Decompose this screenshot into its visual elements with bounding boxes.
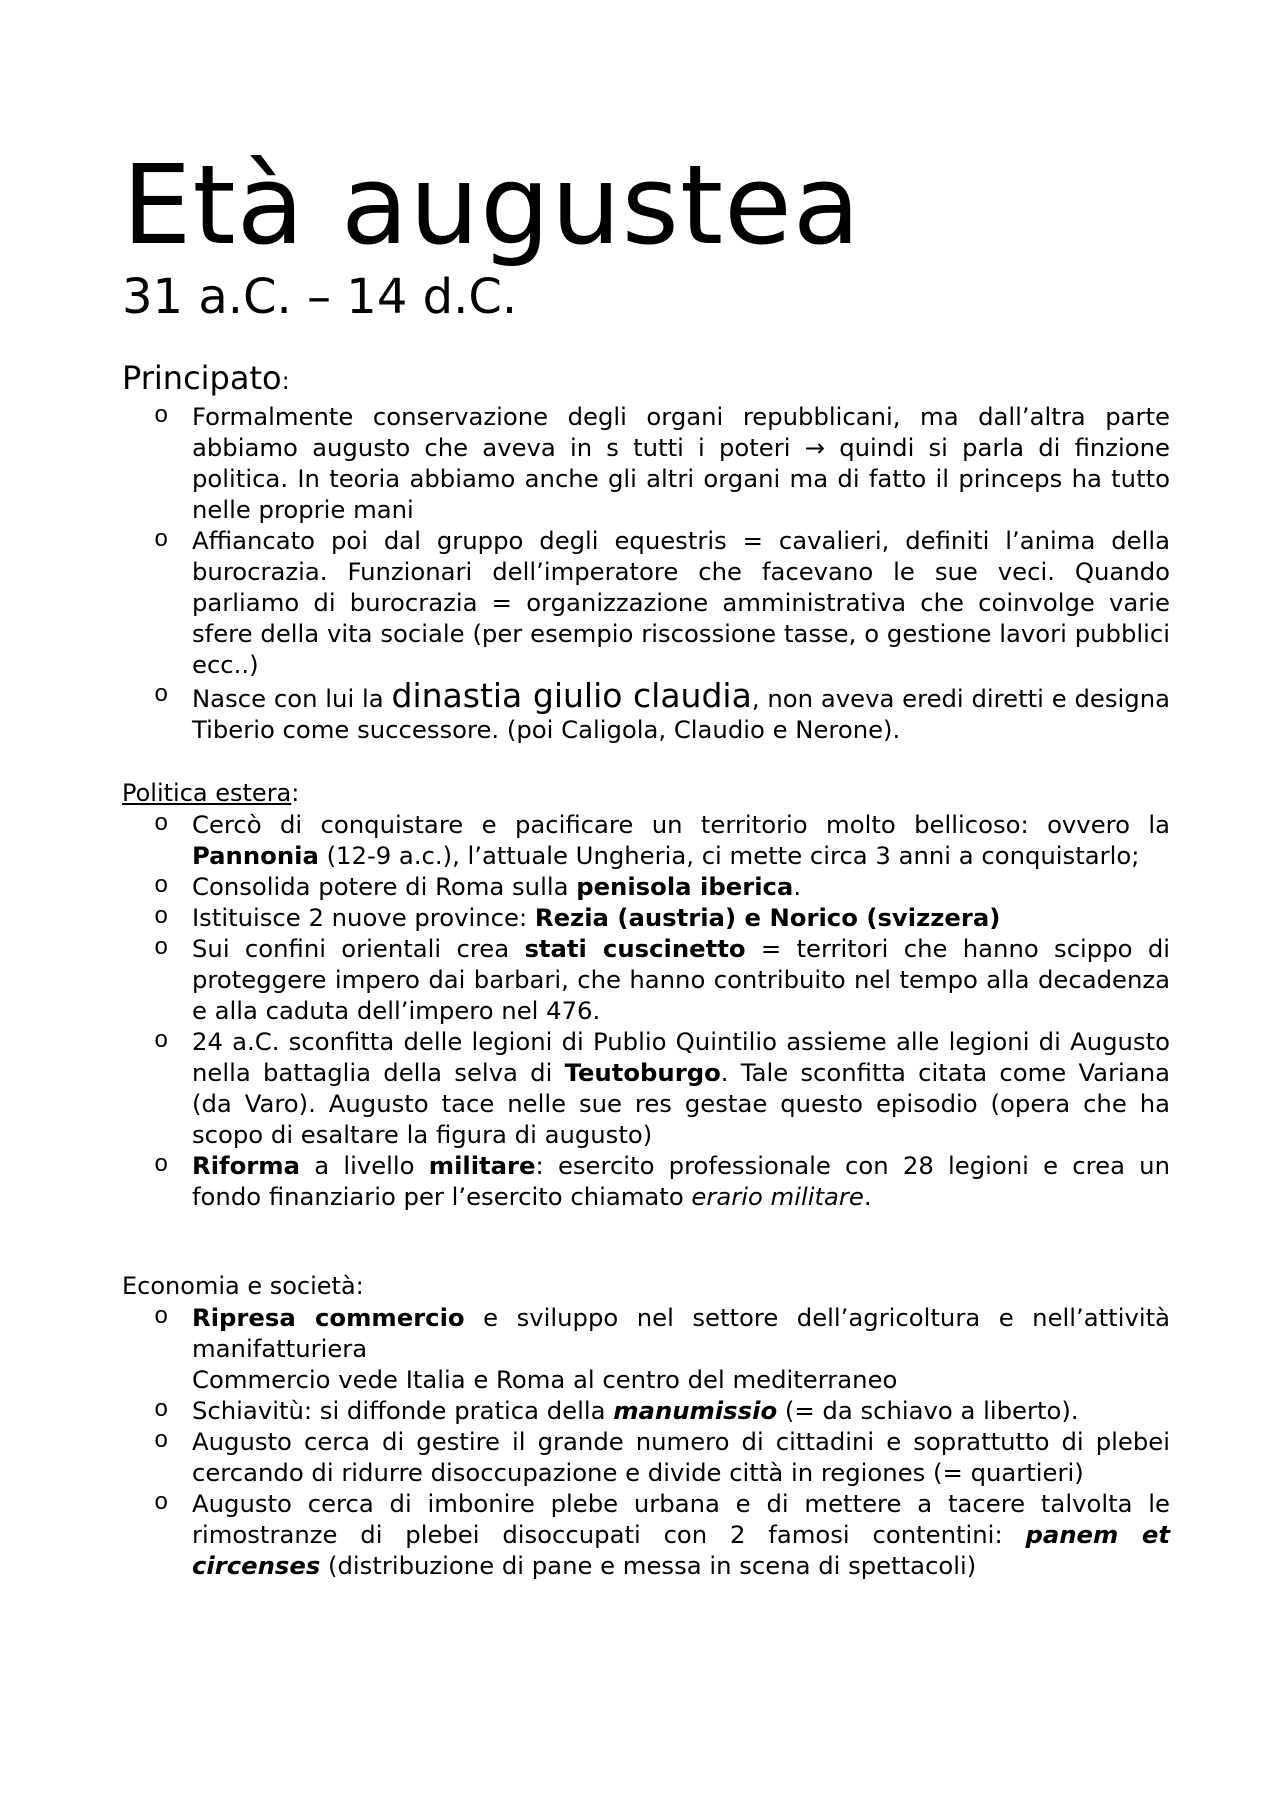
bullet-list [122,1302,1170,1581]
section-politica-estera [122,777,1170,1212]
bullet-list [122,401,1170,745]
list-item: o Augusto cerca di gestire il grande numero di cittadini e soprattutto di plebei cercando di ridurre disoccupazione e divide città in regiones (= quartieri) [122,1426,1170,1488]
arrow-icon: → [804,433,826,462]
list-item: o Augusto cerca di imbonire plebe urbana e di mettere a tacere talvolta le rimostranze di plebei disoccupati con 2 famosi contentini: panem et circenses (distribuzione di pane e messa in scena di spettacoli) [122,1488,1170,1581]
section-economia [122,1270,1170,1581]
page-subtitle: 31 a.C. – 14 d.C. [122,269,518,325]
section-heading: Economia e società: [122,1272,364,1300]
section-principato [122,358,1170,745]
list-item: o Schiavitù: si diffonde pratica della manumissio (= da schiavo a liberto). [122,1395,1170,1426]
bullet-list [122,809,1170,1212]
list-item: o Consolida potere di Roma sulla penisola iberica. [122,871,1170,902]
list-item: o Formalmente conservazione degli organi repubblicani, ma dall’altra parte abbiamo augusto che aveva in s tutti i poteri → quindi si parla di finzione politica. In teoria abbiamo anche gli altri organi ma di fatto il princeps ha tutto nelle proprie mani [122,401,1170,525]
list-item: o Istituisce 2 nuove province: Rezia (austria) e Norico (svizzera) [122,902,1170,933]
list-item: o Riforma a livello militare: esercito professionale con 28 legioni e crea un fondo finanziario per l’esercito chiamato erario militare. [122,1150,1170,1212]
section-heading: Politica estera: [122,779,300,807]
list-item: o Ripresa commercio e sviluppo nel settore dell’agricoltura e nell’attività manifatturiera Commercio vede Italia e Roma al centro del mediterraneo [122,1302,1170,1395]
page-title: Età augustea [122,141,862,269]
list-item: o Affiancato poi dal gruppo degli equestris = cavalieri, definiti l’anima della burocrazia. Funzionari dell’imperatore che facevano le sue veci. Quando parliamo di burocrazia = organizzazione amministrativa che coinvolge varie sfere della vita sociale (per esempio riscossione tasse, o gestione lavori pubblici ecc..) [122,525,1170,680]
list-item: o Cercò di conquistare e pacificare un territorio molto bellicoso: ovvero la Pannonia (12-9 a.c.), l’attuale Ungheria, ci mette circa 3 anni a conquistarlo; [122,809,1170,871]
list-item: o Nasce con lui la dinastia giulio claudia, non aveva eredi diretti e designa Tiberio come successore. (poi Caligola, Claudio e Nerone). [122,680,1170,745]
section-heading: Principato: [122,359,290,397]
list-item: o 24 a.C. sconfitta delle legioni di Publio Quintilio assieme alle legioni di Augusto nella battaglia della selva di Teutoburgo. Tale sconfitta citata come Variana (da Varo). Augusto tace nelle sue res gestae questo episodio (opera che ha scopo di esaltare la figura di augusto) [122,1026,1170,1150]
list-item: o Sui confini orientali crea stati cuscinetto = territori che hanno scippo di proteggere impero dai barbari, che hanno contribuito nel tempo alla decadenza e alla caduta dell’impero nel 476. [122,933,1170,1026]
